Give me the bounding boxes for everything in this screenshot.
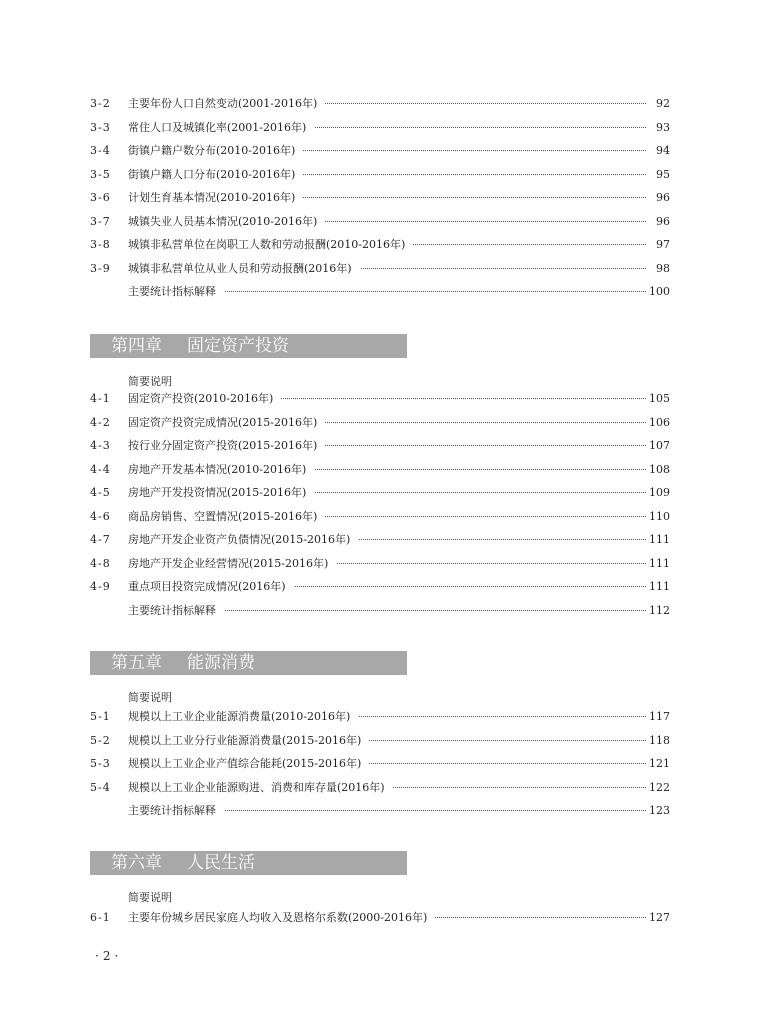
- entry-page: 109: [649, 486, 670, 499]
- toc-entry: [0, 234, 760, 258]
- entry-number: 4-9: [90, 580, 111, 593]
- entry-number: 3-3: [90, 120, 111, 134]
- page-number-footer: ·2·: [95, 949, 123, 963]
- entry-page: 112: [649, 603, 670, 617]
- chapter-intro: 简要说明: [128, 691, 172, 704]
- toc-entry: [0, 164, 760, 188]
- entry-number: 5-1: [90, 710, 111, 723]
- toc-section-4: [0, 388, 760, 623]
- entry-page: 96: [656, 214, 670, 228]
- chapter-title: 人民生活: [187, 853, 255, 873]
- toc-entry: [0, 753, 760, 777]
- entry-title: 主要统计指标解释: [128, 604, 224, 618]
- entry-page: 94: [656, 144, 670, 157]
- toc-entry: [0, 117, 760, 141]
- entry-number: 3-5: [90, 167, 111, 181]
- entry-page: 107: [649, 439, 670, 452]
- toc-entry: [0, 506, 760, 530]
- entry-title: 规模以上工业企业能源消费量(2010-2016年): [128, 710, 358, 724]
- entry-number: 3-7: [90, 214, 111, 228]
- entry-number: 3-6: [90, 191, 111, 204]
- entry-title: 常住人口及城镇化率(2001-2016年): [128, 121, 314, 135]
- entry-page: 93: [656, 120, 670, 134]
- entry-title: 城镇非私营单位从业人员和劳动报酬(2016年): [128, 262, 360, 276]
- entry-title: 主要统计指标解释: [128, 804, 224, 818]
- entry-page: 111: [649, 533, 670, 546]
- chapter-heading: [90, 334, 407, 358]
- toc-entry: [0, 281, 760, 305]
- toc-entry: [0, 576, 760, 600]
- entry-page: 108: [649, 462, 670, 476]
- entry-number: 5-3: [90, 757, 111, 770]
- entry-page: 127: [649, 911, 670, 924]
- entry-number: 4-1: [90, 392, 111, 405]
- toc-entry: [0, 529, 760, 553]
- entry-page: 118: [649, 733, 670, 747]
- entry-page: 100: [649, 285, 670, 298]
- entry-title: 房地产开发企业资产负债情况(2015-2016年): [128, 533, 358, 547]
- entry-title: 规模以上工业企业能源购进、消费和库存量(2016年): [128, 781, 393, 795]
- toc-entry: [0, 388, 760, 412]
- entry-page: 123: [649, 804, 670, 817]
- toc-entry: [0, 600, 760, 624]
- chapter-intro: 简要说明: [128, 891, 172, 904]
- entry-number: 4-8: [90, 556, 111, 570]
- entry-page: 122: [649, 780, 670, 794]
- entry-title: 主要年份人口自然变动(2001-2016年): [128, 97, 325, 111]
- entry-title: 规模以上工业企业产值综合能耗(2015-2016年): [128, 757, 369, 771]
- entry-number: 4-3: [90, 439, 111, 452]
- entry-title: 主要年份城乡居民家庭人均收入及恩格尔系数(2000-2016年): [128, 911, 435, 925]
- entry-title: 房地产开发企业经营情况(2015-2016年): [128, 557, 336, 571]
- toc-entry: [0, 211, 760, 235]
- entry-title: 规模以上工业分行业能源消费量(2015-2016年): [128, 734, 369, 748]
- entry-title: 固定资产投资完成情况(2015-2016年): [128, 416, 325, 430]
- entry-title: 城镇非私营单位在岗职工人数和劳动报酬(2010-2016年): [128, 238, 413, 252]
- toc-entry: [0, 435, 760, 459]
- entry-page: 110: [649, 509, 670, 523]
- entry-title: 固定资产投资(2010-2016年): [128, 392, 281, 406]
- toc-entry: [0, 907, 760, 931]
- entry-number: 6-1: [90, 911, 111, 924]
- toc-entry: [0, 187, 760, 211]
- entry-page: 98: [656, 261, 670, 275]
- toc-section-5: [0, 706, 760, 824]
- entry-page: 96: [656, 191, 670, 204]
- chapter-heading: [90, 851, 407, 875]
- toc-entry: [0, 777, 760, 801]
- entry-page: 117: [649, 710, 670, 723]
- chapter-number: 第六章: [111, 853, 162, 873]
- entry-number: 4-7: [90, 533, 111, 546]
- entry-number: 5-2: [90, 733, 111, 747]
- entry-page: 111: [649, 580, 670, 593]
- entry-title: 城镇失业人员基本情况(2010-2016年): [128, 215, 325, 229]
- toc-entry: [0, 553, 760, 577]
- toc-entry: [0, 412, 760, 436]
- chapter-number: 第四章: [111, 336, 162, 356]
- toc-entry: [0, 140, 760, 164]
- toc-entry: [0, 482, 760, 506]
- toc-section-6: [0, 907, 760, 931]
- chapter-title: 能源消费: [187, 653, 255, 673]
- entry-title: 房地产开发基本情况(2010-2016年): [128, 463, 314, 477]
- toc-entry: [0, 730, 760, 754]
- toc-section-3: [0, 93, 760, 305]
- entry-number: 4-6: [90, 509, 111, 523]
- entry-title: 房地产开发投资情况(2015-2016年): [128, 486, 314, 500]
- chapter-title: 固定资产投资: [187, 336, 289, 356]
- entry-title: 按行业分固定资产投资(2015-2016年): [128, 439, 325, 453]
- entry-number: 4-5: [90, 486, 111, 499]
- entry-number: 5-4: [90, 780, 111, 794]
- entry-title: 街镇户籍人口分布(2010-2016年): [128, 168, 303, 182]
- chapter-number: 第五章: [111, 653, 162, 673]
- chapter-intro: 简要说明: [128, 375, 172, 388]
- chapter-heading: [90, 651, 407, 675]
- toc-entry: [0, 258, 760, 282]
- entry-title: 重点项目投资完成情况(2016年): [128, 580, 294, 594]
- entry-number: 3-4: [90, 144, 111, 157]
- entry-page: 121: [649, 757, 670, 770]
- entry-number: 3-8: [90, 238, 111, 251]
- toc-entry: [0, 706, 760, 730]
- entry-title: 商品房销售、空置情况(2015-2016年): [128, 510, 325, 524]
- entry-number: 4-4: [90, 462, 111, 476]
- toc-entry: [0, 800, 760, 824]
- entry-number: 4-2: [90, 415, 111, 429]
- entry-title: 计划生育基本情况(2010-2016年): [128, 191, 303, 205]
- entry-page: 105: [649, 392, 670, 405]
- toc-entry: [0, 93, 760, 117]
- entry-page: 92: [656, 97, 670, 110]
- entry-number: 3-2: [90, 97, 111, 110]
- entry-title: 主要统计指标解释: [128, 285, 224, 299]
- entry-number: 3-9: [90, 261, 111, 275]
- entry-title: 街镇户籍户数分布(2010-2016年): [128, 144, 303, 158]
- entry-page: 95: [656, 167, 670, 181]
- entry-page: 97: [656, 238, 670, 251]
- entry-page: 106: [649, 415, 670, 429]
- toc-entry: [0, 459, 760, 483]
- entry-page: 111: [649, 556, 670, 570]
